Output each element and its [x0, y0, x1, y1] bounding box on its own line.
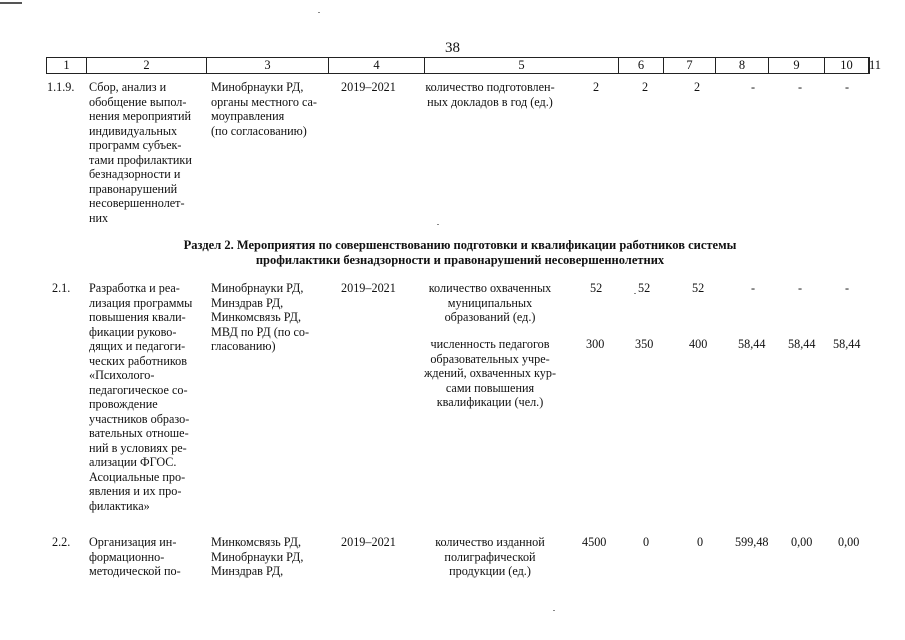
header-col-9: 9 — [769, 58, 825, 73]
val-fin-2020: - — [798, 281, 803, 295]
scan-speck — [634, 293, 636, 294]
val-2021: 400 — [689, 337, 708, 351]
val-fin-2019: 58,44 — [738, 337, 766, 351]
row-indicator: количество охваченных муниципальных образований (ед.) — [428, 281, 552, 324]
row-name: Сбор, анализ и обобщение выпол- нения мероприятий индивидуальных программ субъек- тами профилактики безнадзорности и правонарушений несовершеннолет- них — [89, 80, 192, 225]
row-indicator: численность педагогов образовательных учре- ждений, охваченных кур- сами повышения квалификации (чел.) — [424, 337, 556, 409]
header-col-7: 7 — [664, 58, 716, 73]
scan-speck — [437, 224, 439, 225]
header-col-6: 6 — [619, 58, 664, 73]
row-name: Разработка и реа- лизация программы повышения квали- фикации руково- дящих и педагоги- ческих работников «Психолого- педагогическое со- провождение участников образо- вательных отноше- ний в условиях ре- ализации ФГОС. Асоциальные про- явления и их про- филактика» — [89, 281, 193, 513]
page-number: 38 — [445, 40, 460, 56]
row-number: 2.1. — [52, 281, 71, 295]
row-period: 2019–2021 — [341, 281, 396, 295]
val-2019: 52 — [590, 281, 603, 295]
val-fin-2019: 599,48 — [735, 535, 769, 549]
val-2020: 350 — [635, 337, 654, 351]
scan-speck — [553, 610, 555, 611]
row-number: 2.2. — [52, 535, 71, 549]
val-2020: 2 — [642, 80, 649, 94]
val-fin-2021: - — [845, 80, 850, 94]
section-title: Раздел 2. Мероприятия по совершенствованию подготовки и квалификации работников системы профилактики безнадзорности и правонарушений несовершеннолетних — [183, 238, 737, 267]
row-period: 2019–2021 — [341, 80, 396, 94]
row-executor: Минобрнауки РД, органы местного са- моуправления (по согласованию) — [211, 80, 317, 138]
row-number: 1.1.9. — [47, 80, 75, 94]
header-col-4: 4 — [329, 58, 425, 73]
row-executor: Минкомсвязь РД, Минобрнауки РД, Минздрав РД, — [211, 535, 304, 578]
val-fin-2020: 0,00 — [791, 535, 813, 549]
row-period: 2019–2021 — [341, 535, 396, 549]
row-indicator: количество подготовлен- ных докладов в год (ед.) — [425, 80, 555, 109]
val-fin-2021: 0,00 — [838, 535, 860, 549]
val-2019: 300 — [586, 337, 605, 351]
row-name: Организация ин- формационно- методической по- — [89, 535, 181, 578]
row-indicator: количество изданной полиграфической продукции (ед.) — [435, 535, 545, 578]
header-col-5: 5 — [425, 58, 619, 73]
header-col-10: 10 — [825, 58, 869, 73]
scan-edge-mark — [0, 2, 22, 4]
scan-speck — [318, 12, 320, 13]
val-fin-2020: 58,44 — [788, 337, 816, 351]
val-fin-2021: 58,44 — [833, 337, 861, 351]
header-col-8: 8 — [716, 58, 769, 73]
row-executor: Минобрнауки РД, Минздрав РД, Минкомсвязь РД, МВД по РД (по со- гласованию) — [211, 281, 310, 353]
header-col-2: 2 — [87, 58, 207, 73]
val-fin-2020: - — [798, 80, 803, 94]
val-fin-2019: - — [751, 80, 756, 94]
table-header-row — [46, 57, 882, 74]
val-2021: 52 — [692, 281, 705, 295]
header-col-3: 3 — [207, 58, 329, 73]
val-2020: 52 — [638, 281, 651, 295]
val-2021: 2 — [694, 80, 701, 94]
header-col-1: 1 — [47, 58, 87, 73]
val-2019: 2 — [593, 80, 600, 94]
val-fin-2021: - — [845, 281, 850, 295]
header-col-11: 11 — [869, 58, 882, 72]
val-2019: 4500 — [582, 535, 607, 549]
val-fin-2019: - — [751, 281, 756, 295]
val-2021: 0 — [697, 535, 704, 549]
val-2020: 0 — [643, 535, 650, 549]
